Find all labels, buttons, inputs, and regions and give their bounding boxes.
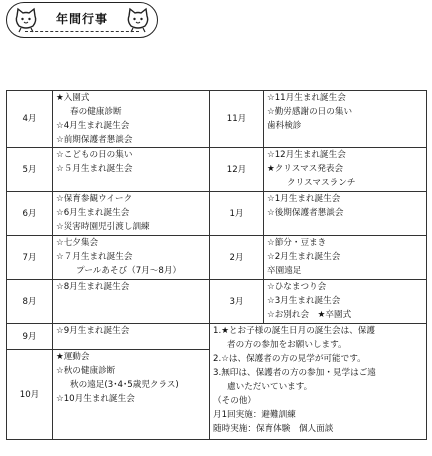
event-line: ☆3月生まれ誕生会 [267,296,341,306]
table-row [7,91,427,148]
month-cell: 5月 [7,148,53,192]
month-cell: 4月 [7,91,53,148]
event-line: 卒園遠足 [267,266,302,276]
event-line: ☆こどもの日の集い [56,150,133,160]
event-line: ☆秋の健康診断 [56,366,116,376]
event-line: ☆後期保護者懇談会 [267,208,344,218]
events-cell [53,280,210,324]
events-cell [53,192,210,236]
event-line: ☆4月生まれ誕生会 [56,121,130,131]
month-cell: 8月 [7,280,53,324]
dashed-rule [25,31,139,32]
month-cell: 10月 [7,350,53,440]
annual-schedule-table [6,90,427,440]
events-cell [53,350,210,440]
note-line: 3.無印は、保護者の方の参加・見学はご遠 [213,368,376,378]
month-cell: 1月 [210,192,264,236]
month-cell: 3月 [210,280,264,324]
month-cell: 6月 [7,192,53,236]
note-line: （その他） [213,396,256,406]
events-cell [264,280,427,324]
events-cell [264,91,427,148]
month-cell: 11月 [210,91,264,148]
event-line: ☆七夕集会 [56,238,99,248]
event-line: ☆前期保護者懇談会 [56,135,133,145]
events-cell [53,148,210,192]
event-line: ☆8月生まれ誕生会 [56,282,130,292]
note-line: 慮いただいています。 [227,382,313,392]
note-line: 月1回実施：避難訓練 [213,410,296,420]
event-line: 歯科検診 [267,121,302,131]
event-line: ☆9月生まれ誕生会 [56,326,130,336]
month-cell: 2月 [210,236,264,280]
event-line: クリスマスランチ [287,178,356,188]
event-line: 春の健康診断 [70,107,122,117]
events-cell [264,192,427,236]
title-badge [6,2,158,38]
event-line: ☆2月生まれ誕生会 [267,252,341,262]
event-line: ☆ひなまつり会 [267,282,327,292]
event-line: 秋の遠足(3･4･5歳児クラス) [70,380,179,390]
table-row [7,280,427,324]
events-cell [53,91,210,148]
event-line: ☆11月生まれ誕生会 [267,93,346,103]
note-line: 1.★とお子様の誕生日月の誕生会は、保護 [213,326,375,336]
event-line: ☆お別れ会 ★卒園式 [267,310,352,320]
month-cell: 9月 [7,324,53,350]
event-line: ☆6月生まれ誕生会 [56,208,130,218]
table-row [7,148,427,192]
events-cell [264,148,427,192]
events-cell [53,236,210,280]
event-line: プールあそび（7月～8月） [76,266,182,276]
notes-cell [210,324,427,440]
table-row [7,236,427,280]
cat-mascot-icon [125,7,151,33]
event-line: ☆10月生まれ誕生会 [56,394,135,404]
event-line: ☆保育参観ウイーク [56,194,133,204]
event-line: ☆５月生まれ誕生会 [56,164,133,174]
page-title: 年間行事 [55,12,108,26]
event-line: ☆災害時園児引渡し訓練 [56,222,150,232]
month-cell: 7月 [7,236,53,280]
note-line: 者の方の参加をお願いします。 [227,340,347,350]
month-cell: 12月 [210,148,264,192]
table-row [7,192,427,236]
event-line: ★入園式 [56,93,90,103]
event-line: ★運動会 [56,352,90,362]
table-row [7,324,427,350]
events-cell [264,236,427,280]
event-line: ☆節分・豆まき [267,238,327,248]
event-line: ☆７月生まれ誕生会 [56,252,133,262]
event-line: ☆1月生まれ誕生会 [267,194,341,204]
events-cell [53,324,210,350]
note-line: 随時実施：保育体験 個人面談 [213,424,334,434]
event-line: ☆勤労感謝の日の集い [267,107,353,117]
note-line: 2.☆は、保護者の方の見学が可能です。 [213,354,366,364]
event-line: ☆12月生まれ誕生会 [267,150,346,160]
event-line: ★クリスマス発表会 [267,164,344,174]
